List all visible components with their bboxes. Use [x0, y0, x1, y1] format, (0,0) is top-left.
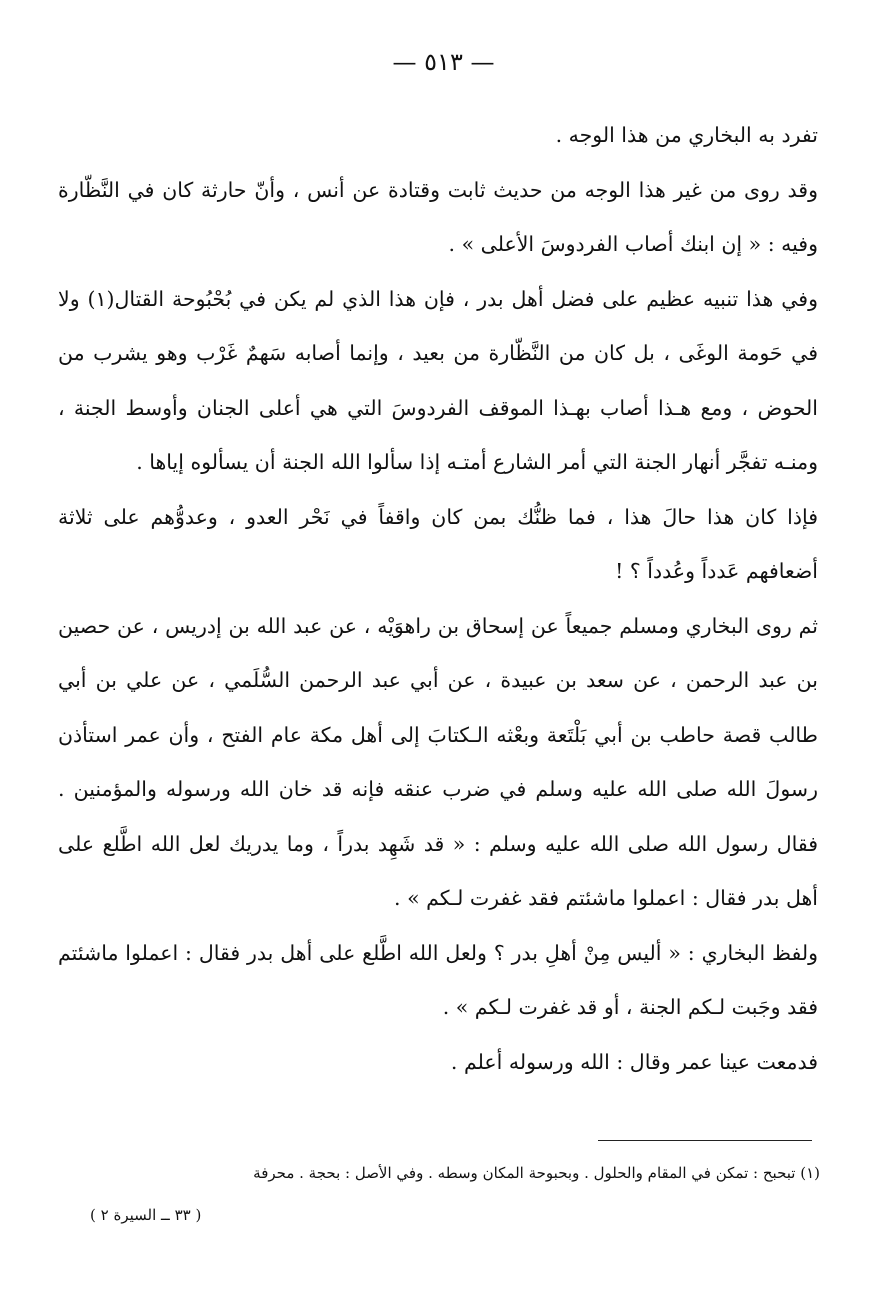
paragraph: تفرد به البخاري من هذا الوجه .: [555, 123, 818, 147]
paragraph: وفي هذا تنبيه عظيم على فضل أهل بدر ، فإن هذا الذي لم يكن في بُحْبُوحة القتال(١) ولا في حَومة الوغَى ، بل كان من النَّظّارة من بعيد ، وإنما أصابه سَهمٌ غَرْب وهو يشرب من الحوض ، ومع هـذا أصاب بهـذا الموقف الفردوسَ التي هي أعلى الجنان وأوسط الجنة ، ومنـه تفجَّر أنهار الجنة التي أمر الشارع أمتـه إذا سألوا الله الجنة أن يسألوه إياها .: [58, 286, 818, 474]
paragraph: فإذا كان هذا حالَ هذا ، فما ظنُّك بمن كان واقفاً في نَحْر العدو ، وعدوُّهم على ثلاثة أضعافهم عَدداً وعُدداً ؟ !: [58, 504, 818, 583]
paragraph: فدمعت عينا عمر وقال : الله ورسوله أعلم .: [450, 1049, 818, 1074]
footnote-divider: [598, 1140, 812, 1141]
paragraph: ولفظ البخاري : « أليس مِنْ أهلِ بدر ؟ ولعل الله اطَّلع على أهل بدر فقال : اعملوا ماشئتم فقد وجَبت لـكم الجنة ، أو قد غفرت لـكم » .: [58, 940, 818, 1019]
signature-mark: ( ٣٣ ــ السيرة ٢ ): [90, 1206, 202, 1224]
page-number: — ٥١٣ —: [392, 48, 495, 76]
body-text: [58, 108, 818, 1089]
paragraph: ثم روى البخاري ومسلم جميعاً عن إسحاق بن راهوَيْه ، عن عبد الله بن إدريس ، عن حصين بن عبد الرحمن ، عن سعد بن عبيدة ، عن أبي عبد الرحمن السُّلَمي ، عن علي بن أبي طالب قصة حاطب بن أبي بَلْتَعة وبعْثه الـكتابَ إلى أهل مكة عام الفتح ، وأن عمر استأذن رسولَ الله صلى الله عليه وسلم في ضرب عنقه فإنه قد خان الله ورسوله والمؤمنين . فقال رسول الله صلى الله عليه وسلم : « قد شَهِد بدراً ، وما يدريك لعل الله اطَّلع على أهل بدر فقال : اعملوا ماشئتم فقد غفرت لـكم » .: [58, 613, 818, 910]
paragraph: وقد روى من غير هذا الوجه من حديث ثابت وقتادة عن أنس ، وأنّ حارثة كان في النَّظّارة وفيه : « إن ابنك أصاب الفردوسَ الأعلى » .: [58, 177, 818, 256]
footnote: (١) تبحبح : تمكن في المقام والحلول . وبحبوحة المكان وسطه . وفي الأصل : بحجة . محرفة: [253, 1164, 820, 1182]
